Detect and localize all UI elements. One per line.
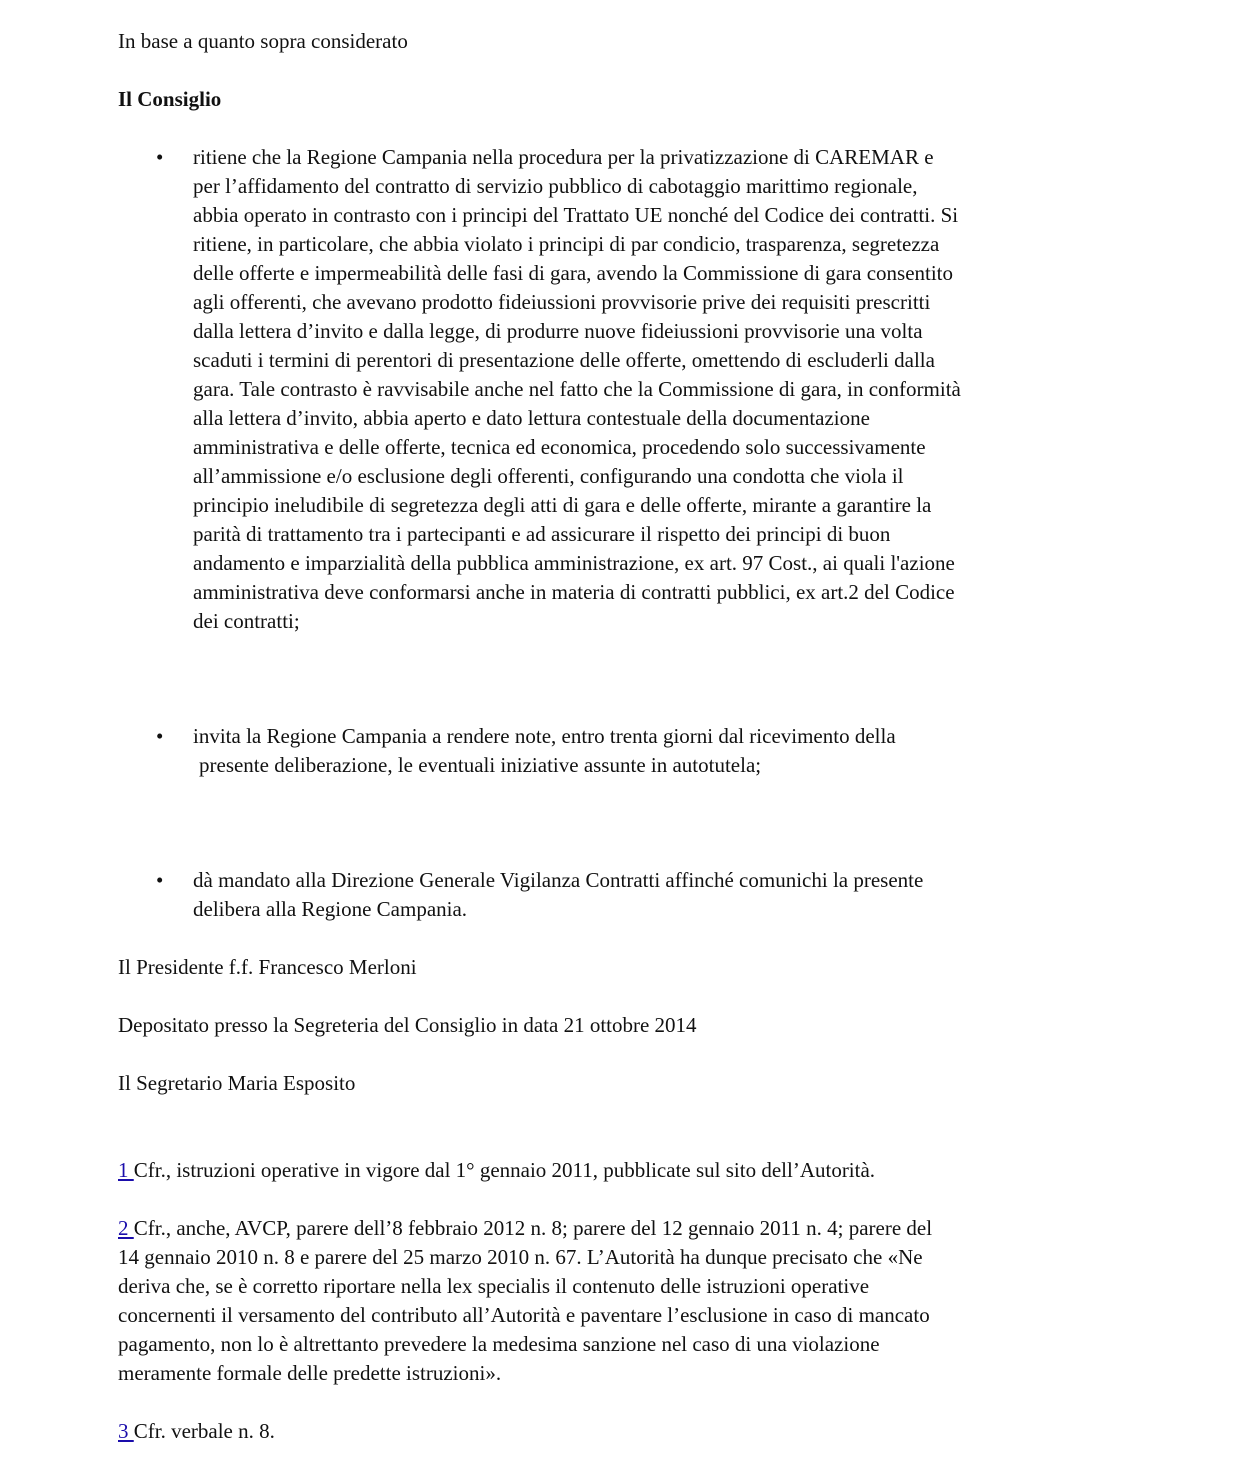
text-line: delibera alla Regione Campania. [193, 897, 468, 921]
text-line: all’ammissione e/o esclusione degli offerenti, configurando una condotta che viola il [193, 464, 904, 488]
footnote-2 [118, 1214, 1128, 1388]
text-line: andamento e imparzialità della pubblica amministrazione, ex art. 97 Cost., ai quali l'azione [193, 551, 955, 575]
bullet-text [193, 722, 1128, 780]
document-page [118, 27, 1128, 1475]
text-line: alla lettera d’invito, abbia aperto e dato lettura contestuale della documentazione [193, 406, 870, 430]
text-line: scaduti i termini di perentori di presentazione delle offerte, omettendo di escluderli dalla [193, 348, 935, 372]
footnote-line [118, 1156, 1128, 1185]
footnote-text: Cfr., anche, AVCP, parere dell’8 febbraio 2012 n. 8; parere del 12 gennaio 2011 n. 4; parere del [133, 1216, 933, 1240]
footnote-ref-link[interactable]: 2 [118, 1216, 134, 1240]
bullet-icon: • [156, 868, 164, 892]
bullet-item-ritiene [118, 143, 1128, 636]
text-line: agli offerenti, che avevano prodotto fideiussioni provvisorie prive dei requisiti prescritti [193, 290, 931, 314]
intro-text: In base a quanto sopra considerato [118, 29, 408, 53]
text-line: gara. Tale contrasto è ravvisabile anche nel fatto che la Commissione di gara, in conformità [193, 377, 961, 401]
footnote-line: meramente formale delle predette istruzioni». [118, 1361, 502, 1385]
footnote-line: concernenti il versamento del contributo all’Autorità e paventare l’esclusione in caso di mancato [118, 1303, 930, 1327]
text-line: delle offerte e impermeabilità delle fasi di gara, avendo la Commissione di gara consentito [193, 261, 954, 285]
president-signature: Il Presidente f.f. Francesco Merloni [118, 955, 417, 979]
text-line: presente deliberazione, le eventuali iniziative assunte in autotutela; [199, 753, 762, 777]
footnote-ref-link[interactable]: 3 [118, 1419, 134, 1443]
text-line: parità di trattamento tra i partecipanti e ad assicurare il rispetto dei principi di buon [193, 522, 891, 546]
text-line: ritiene, in particolare, che abbia violato i principi di par condicio, trasparenza, segretezza [193, 232, 940, 256]
footnote-line [118, 1417, 1128, 1446]
footnote-text: Cfr., istruzioni operative in vigore dal 1° gennaio 2011, pubblicate sul sito dell’Autorità. [133, 1158, 876, 1182]
deposit-note: Depositato presso la Segreteria del Consiglio in data 21 ottobre 2014 [118, 1013, 697, 1037]
footnote-3 [118, 1417, 1128, 1446]
footnote-line: deriva che, se è corretto riportare nella lex specialis il contenuto delle istruzioni operative [118, 1274, 870, 1298]
footnote-1 [118, 1156, 1128, 1185]
bullet-item-mandato [118, 866, 1128, 924]
text-line: ritiene che la Regione Campania nella procedura per la privatizzazione di CAREMAR e [193, 145, 934, 169]
text-line: amministrativa e delle offerte, tecnica ed economica, procedendo solo successivamente [193, 435, 926, 459]
footnote-line: pagamento, non lo è altrettanto prevedere la medesima sanzione nel caso di una violazione [118, 1332, 880, 1356]
bullet-icon: • [156, 145, 164, 169]
footnote-ref-link[interactable]: 1 [118, 1158, 134, 1182]
text-line: amministrativa deve conformarsi anche in materia di contratti pubblici, ex art.2 del Codice [193, 580, 955, 604]
bullet-text [193, 143, 1128, 636]
council-heading: Il Consiglio [118, 87, 222, 111]
text-line: dei contratti; [193, 609, 300, 633]
text-line: dalla lettera d’invito e dalla legge, di produrre nuove fideiussioni provvisorie una volta [193, 319, 923, 343]
text-line: principio ineludibile di segretezza degli atti di gara e delle offerte, mirante a garantire la [193, 493, 932, 517]
text-line: dà mandato alla Direzione Generale Vigilanza Contratti affinché comunichi la presente [193, 868, 924, 892]
text-line: invita la Regione Campania a rendere note, entro trenta giorni dal ricevimento della [193, 724, 896, 748]
text-line: abbia operato in contrasto con i principi del Trattato UE nonché del Codice dei contratti. Si [193, 203, 959, 227]
bullet-text [193, 866, 1128, 924]
footnote-line [118, 1214, 1128, 1243]
text-line: per l’affidamento del contratto di servizio pubblico di cabotaggio marittimo regionale, [193, 174, 918, 198]
secretary-signature: Il Segretario Maria Esposito [118, 1071, 356, 1095]
footnote-text: Cfr. verbale n. 8. [133, 1419, 275, 1443]
bullet-item-invita [118, 722, 1128, 780]
footnote-line: 14 gennaio 2010 n. 8 e parere del 25 marzo 2010 n. 67. L’Autorità ha dunque precisato che «Ne [118, 1245, 923, 1269]
bullet-icon: • [156, 724, 164, 748]
